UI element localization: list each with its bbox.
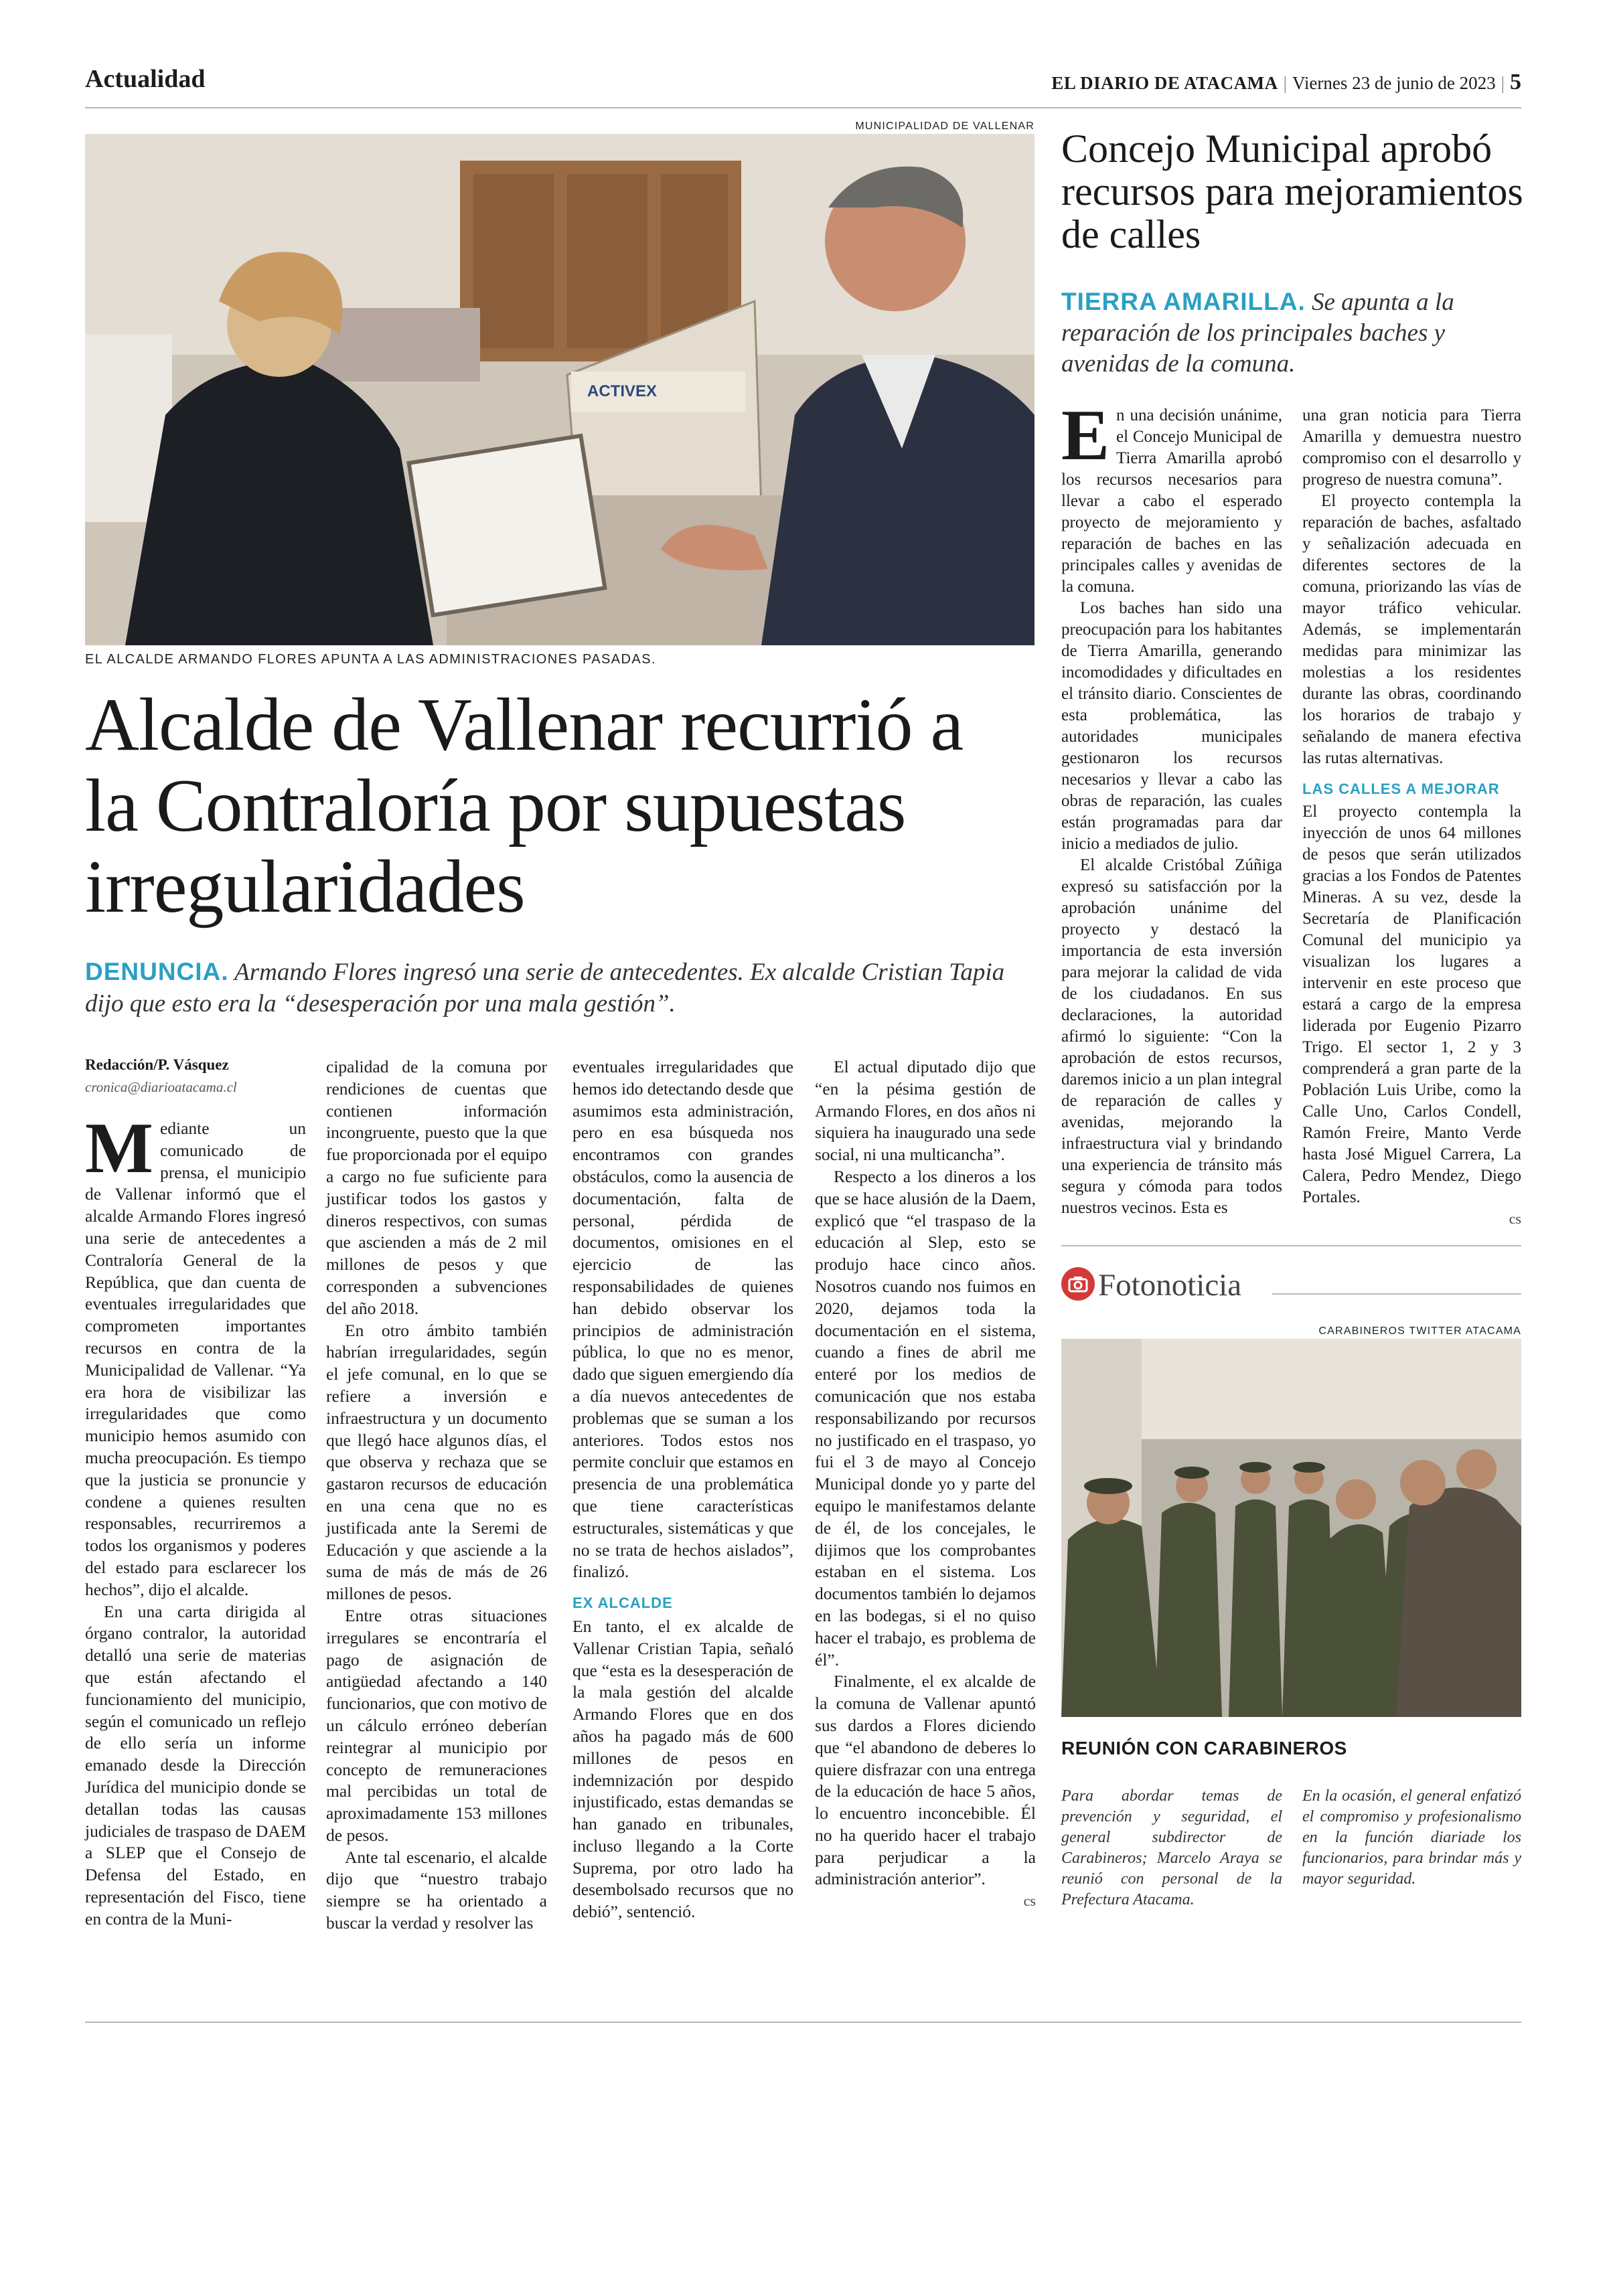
side-lede: [1061, 286, 1530, 380]
main-dropcap: M: [85, 1109, 153, 1188]
side-dropcap: E: [1061, 396, 1110, 475]
main-col3-paragraph: En tanto, el ex alcalde de Vallenar Cristian Tapia, señaló que “esta es la desesperación de la mala gestión del alcalde Armando Flores que en dos años ha pagado más de 600 millones de pesos en indemnización por despido injustificado, estas demandas se han ganado en tribunales, incluso llegando a la Corte Suprema, por otro lado ha desembolsado recursos que no debió”, sentenció.: [572, 1616, 793, 1922]
main-kicker: DENUNCIA.: [85, 958, 229, 985]
main-column-2: [326, 1056, 547, 1933]
fotonoticia-illustration: [1061, 1339, 1521, 1717]
main-col4-paragraph: El actual diputado dijo que “en la pésima gestión de Armando Flores, en dos años ni siquiera ha inaugurado una sede social, ni una multicancha”.: [815, 1057, 1036, 1165]
page-number: 5: [1510, 70, 1521, 94]
main-col3-paragraph: eventuales irregularidades que hemos ido detectando desde que asumimos esta administración, pero en esa búsqueda nos encontramos con grandes obstáculos, como la ausencia de documentación, falta de personal, pérdida de documentos, omisiones en el ejercicio de las responsabilidades de quienes han debido observar los principios de administración pública, lo que no es menor, dado que siguen emergiendo día a día nuevos antecedentes de problemas que se suman a los anteriores. Todos estos nos permite concluir que estamos en presencia de una problemática que tiene características estructurales, sistemáticas y que no se trata de hechos aislados”, finalizó.: [572, 1057, 793, 1582]
calles-subhead: LAS CALLES A MEJORAR: [1302, 781, 1500, 797]
fotonoticia-text-2: En la ocasión, el general enfatizó el compromiso y profesionalismo en la función diariade los funcionarios, para brindar más y mayor seguridad.: [1302, 1787, 1521, 1888]
side-kicker: TIERRA AMARILLA.: [1061, 288, 1306, 315]
main-photo-credit: MUNICIPALIDAD DE VALLENAR: [855, 120, 1035, 132]
side-col1-paragraph: El alcalde Cristóbal Zúñiga expresó su satisfacción por la aprobación unánime del proyecto y destacó la importancia de esta inversión para mejorar la calidad de vida de los ciudadanos. En sus declaraciones, la autoridad afirmó lo siguiente: “Con la aprobación de estos recursos, daremos inicio a un plan integral de reparación de calles y avenidas, mejorando la infraestructura vial y brindando una experiencia de tránsito más segura y cómoda para todos nuestros vecinos. Esta es: [1061, 856, 1282, 1217]
main-col2-paragraph: En otro ámbito también habrían irregularidades, según el jefe comunal, en lo que se refiere a inversión e infraestructura y un documento que llegó hace algunos días, el que observa y rechaza que se gastaron recursos de educación en una cena que no es justificada ante la Seremi de Educación y que asciende a la suma de más de más de 26 millones de pesos.: [326, 1320, 547, 1604]
ex-alcalde-subhead: EX ALCALDE: [572, 1594, 673, 1612]
main-col4-paragraph: Finalmente, el ex alcalde de la comuna de Vallenar apuntó sus dardos a Flores diciendo que “el abandono de deberes lo quiere disfrazar con una entrega de la educación de hace 5 años, lo encuentro inconcebible. Él no ha querido hacer el trabajo para perjudicar a la administración anterior”.: [815, 1671, 1036, 1889]
section-label: Actualidad: [85, 65, 206, 93]
main-photo: [85, 134, 1035, 645]
camera-icon: [1061, 1267, 1095, 1301]
main-headline: Alcalde de Vallenar recurrió a la Contraloría por supuestas irregularidades: [85, 683, 964, 928]
main-photo-caption: EL ALCALDE ARMANDO FLORES APUNTA A LAS ADMINISTRACIONES PASADAS.: [85, 652, 656, 667]
issue-date: Viernes 23 de junio de 2023: [1292, 73, 1496, 93]
side-end-mark: cs: [1509, 1210, 1521, 1227]
footer-rule: [85, 2022, 1521, 2023]
newspaper-name: EL DIARIO DE ATACAMA: [1051, 73, 1278, 93]
side-column-2: [1302, 405, 1521, 1242]
main-col2-paragraph: Entre otras situaciones irregulares se encontraría el pago de asignación de antigüedad afectando a 140 funcionarios, que con motivo de un cálculo erróneo deberían reintegrar al municipio por concepto de remuneraciones mal percibidas un total de aproximadamente 153 millones de pesos.: [326, 1605, 547, 1845]
fotonoticia-text-1: Para abordar temas de prevención y seguridad, el general subdirector de Carabineros; Marcelo Araya se reunió con personal de la Prefectura Atacama.: [1061, 1787, 1282, 1908]
side-col1-paragraph: n una decisión unánime, el Concejo Municipal de Tierra Amarilla aprobó los recursos necesarios para llevar a cabo el esperado proyecto de mejoramiento y reparación de baches en las principales calles y avenidas de la comuna.: [1061, 406, 1282, 596]
fotonoticia-top-rule: [1061, 1245, 1521, 1246]
main-lede: [85, 956, 1022, 1019]
main-column-4: [815, 1056, 1036, 1908]
main-column-1: [85, 1109, 306, 1929]
fotonoticia-rule: [1272, 1293, 1521, 1295]
header-rule: [85, 107, 1521, 108]
main-col2-paragraph: cipalidad de la comuna por rendiciones de cuentas que contienen información incongruente, puesto que la que fue proporcionada por el equipo a cargo no fue suficiente para justificar todos los gastos y dineros respectivos, con sumas que ascienden a más de 2 mil millones de pesos y que corresponden a subvenciones del año 2018.: [326, 1057, 547, 1318]
side-col2-paragraph: una gran noticia para Tierra Amarilla y demuestra nuestro compromiso con el desarrollo y progreso de nuestra comuna”.: [1302, 406, 1521, 489]
camera-icon-glyph: [1061, 1267, 1095, 1301]
fotonoticia-photo: [1061, 1339, 1521, 1717]
main-column-3: [572, 1056, 793, 1922]
side-col1-paragraph: Los baches han sido una preocupación para los habitantes de Tierra Amarilla, generando incomodidades y dificultades en el tránsito diario. Conscientes de esta problemática, las autoridades municipales gestionaron los recursos necesarios y llevar a cabo las obras de reparación, las cuales están programadas para dar inicio a mediados de julio.: [1061, 599, 1282, 853]
side-col2-paragraph: El proyecto contempla la reparación de baches, asfaltado y señalización adecuada en diferentes sectores de la comuna, priorizando las vías de mayor tráfico vehicular. Además, se implementarán medidas para minimizar las molestias a los residentes durante las obras, coordinando los horarios de trabajo y señalando de manera efectiva las rutas alternativas.: [1302, 492, 1521, 767]
main-col4-paragraph: Respecto a los dineros a los que se hace alusión de la Daem, explicó que “el traspaso de la educación al Slep, esto se produjo hace cinco años. Nosotros cuando nos fuimos en 2020, dejamos toda la documentación en el sistema, cuando a fines de abril me enteré por los medios de comunicación que nos estaba responsabilizando por recursos no justificado en el traspaso, yo fui el 3 de mayo al Concejo Municipal donde yo y parte del equipo le manifestamos delante de él, de los concejales, le dijimos que los comprobantes estaban en el sistema. Los documentos también lo dejamos en las bodegas, si el no quiso hacer el trabajo, es problema de él”.: [815, 1166, 1036, 1669]
side-column-1: [1061, 396, 1282, 1242]
fotonoticia-credit: CARABINEROS TWITTER ATACAMA: [1318, 1325, 1521, 1337]
byline-email: cronica@diarioatacama.cl: [85, 1079, 237, 1095]
side-headline: Concejo Municipal aprobó recursos para mejoramientos de calles: [1061, 127, 1523, 256]
main-col2-paragraph: Ante tal escenario, el alcalde dijo que “nuestro trabajo siempre se ha orientado a buscar la verdad y resolver las: [326, 1847, 547, 1933]
main-lede-text: Armando Flores ingresó una serie de antecedentes. Ex alcalde Cristian Tapia dijo que esto era la “desesperación por una mala gestión”.: [85, 959, 1005, 1017]
side-lede-text: Se apunta a la reparación de los principales baches y avenidas de la comuna.: [1061, 289, 1454, 378]
main-col1-paragraph: En una carta dirigida al órgano contralor, la autoridad detalló una serie de materias que están afectando el funcionamiento del municipio, según el comunicado un reflejo de ello sería un informe emanado desde la Dirección Jurídica del municipio donde se detallan todas las causas judiciales de traspaso de DAEM a SLEP que el Consejo de Defensa del Estado, en representación del Fisco, tiene en contra de la Muni-: [85, 1601, 306, 1929]
fotonoticia-title: REUNIÓN CON CARABINEROS: [1061, 1738, 1347, 1758]
side-col2-paragraph: El proyecto contempla la inyección de unos 64 millones de pesos que serán utilizados gracias a los Fondos de Patentes Mineras. A su vez, desde la Secretaría de Planificación Comunal del municipio ya visualizan los lugares a intervenir en este proceso que estará a cargo de la empresa liderada por Eugenio Pizarro Trigo. El sector 1, 2 y 3 comprenderá a gran parte de la Población Luis Uribe, como la Calle Uno, Carlos Condell, Ramón Freire, Manto Verde hasta José Miguel Carrera, La Calera, Pedro Mendez, Diego Portales.: [1302, 803, 1521, 1206]
masthead: EL DIARIO DE ATACAMA | Viernes 23 de junio de 2023 | 5: [1051, 70, 1521, 94]
fotonoticia-label: Fotonoticia: [1098, 1268, 1242, 1303]
main-end-mark: cs: [1023, 1892, 1036, 1910]
main-col1-paragraph: ediante un comunicado de prensa, el municipio de Vallenar informó que el alcalde Armando Flores ingresó una serie de antecedentes a Contraloría General de la República, que dan cuenta de eventuales irregularidades que comprometen importantes recursos en contra de la Municipalidad de Vallenar. “Ya era hora de visibilizar las irregularidades que como municipio hemos asumido con mucha preocupación. Es tiempo que la justicia se pronuncie y condene a quienes resulten responsables, recurriremos a todos los organismos y poderes del estado para esclarecer los hechos”, dijo el alcalde.: [85, 1119, 306, 1599]
main-photo-illustration: [85, 134, 1035, 645]
box-label: ACTIVEX: [587, 382, 658, 400]
byline: Redacción/P. Vásquez: [85, 1056, 229, 1073]
